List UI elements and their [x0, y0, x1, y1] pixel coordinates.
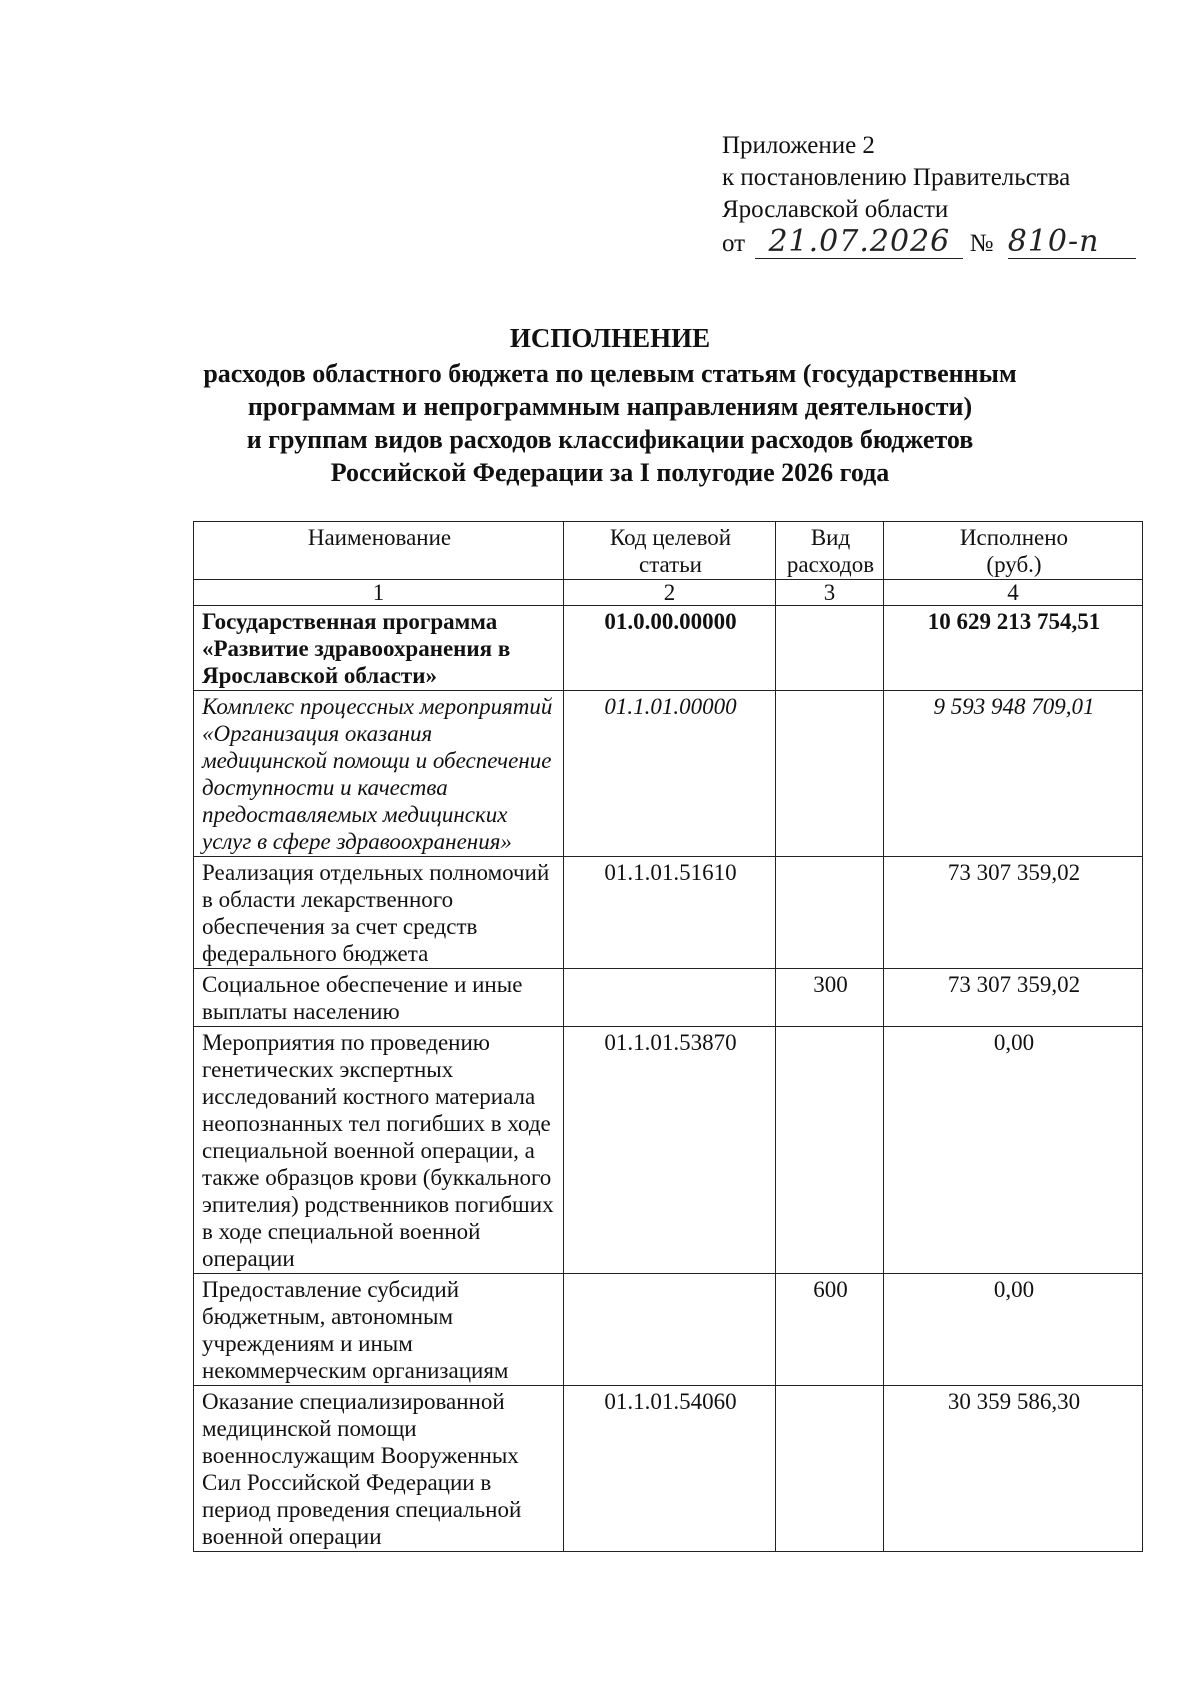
row-type: 300	[776, 969, 884, 1027]
col-number-4: 4	[884, 580, 1143, 606]
row-amount: 0,00	[884, 1027, 1143, 1274]
row-code: 01.0.00.00000	[564, 606, 776, 691]
header-type: Вид расходов	[776, 522, 884, 580]
row-amount: 30 359 586,30	[884, 1386, 1143, 1552]
number-prefix: №	[969, 230, 994, 257]
budget-table	[193, 521, 1143, 1552]
row-type	[776, 1027, 884, 1274]
row-code	[564, 1274, 776, 1386]
row-amount: 73 307 359,02	[884, 969, 1143, 1027]
row-type	[776, 1386, 884, 1552]
row-name: Мероприятия по проведению генетических экспертных исследований костного материала неопознанных тел погибших в ходе специальной военной операции, а также образцов крови (буккального эпителия) родственников погибших в ходе специальной военной операции	[194, 1027, 564, 1274]
annex-decree-line: к постановлению Правительства	[722, 164, 1071, 191]
header-code: Код целевой статьи	[564, 522, 776, 580]
annex-region-line: Ярославской области	[722, 196, 949, 223]
row-amount: 10 629 213 754,51	[884, 606, 1143, 691]
row-name: Предоставление субсидий бюджетным, автономным учреждениям и иным некоммерческим организациям	[194, 1274, 564, 1386]
table-row	[194, 691, 1143, 857]
title-line-4: Российской Федерации за I полугодие 2026 года	[330, 458, 890, 487]
row-amount: 0,00	[884, 1274, 1143, 1386]
row-amount: 9 593 948 709,01	[884, 691, 1143, 857]
row-code: 01.1.01.54060	[564, 1386, 776, 1552]
table-row	[194, 969, 1143, 1027]
annex-block	[722, 130, 1136, 260]
title-line-1: расходов областного бюджета по целевым статьям (государственным	[203, 359, 1017, 388]
row-code: 01.1.01.51610	[564, 857, 776, 969]
table-row	[194, 1274, 1143, 1386]
row-name: Реализация отдельных полномочий в области лекарственного обеспечения за счет средств федерального бюджета	[194, 857, 564, 969]
table-row	[194, 1386, 1143, 1552]
handwritten-date: 21.07.2026	[755, 226, 963, 259]
handwritten-number: 810-п	[1008, 226, 1136, 259]
row-type: 600	[776, 1274, 884, 1386]
table-row	[194, 606, 1143, 691]
table-row	[194, 1027, 1143, 1274]
row-code: 01.1.01.53870	[564, 1027, 776, 1274]
document-title	[180, 322, 1040, 489]
column-number-row	[194, 580, 1143, 606]
col-number-1: 1	[194, 580, 564, 606]
col-number-3: 3	[776, 580, 884, 606]
row-name: Комплекс процессных мероприятий «Организация оказания медицинской помощи и обеспечение доступности и качества предоставляемых медицинских услуг в сфере здравоохранения»	[194, 691, 564, 857]
header-name: Наименование	[194, 522, 564, 580]
date-prefix: от	[722, 230, 746, 257]
annex-date-number-line	[722, 226, 1136, 260]
title-heading: ИСПОЛНЕНИЕ	[509, 323, 711, 353]
annex-title: Приложение 2	[722, 132, 875, 159]
row-name: Оказание специализированной медицинской помощи военнослужащим Вооруженных Сил Российской Федерации в период проведения специальной военной операции	[194, 1386, 564, 1552]
row-code: 01.1.01.00000	[564, 691, 776, 857]
row-code	[564, 969, 776, 1027]
row-type	[776, 691, 884, 857]
row-amount: 73 307 359,02	[884, 857, 1143, 969]
row-name: Государственная программа «Развитие здравоохранения в Ярославской области»	[194, 606, 564, 691]
header-amount: Исполнено (руб.)	[884, 522, 1143, 580]
title-line-2: программам и непрограммным направлениям деятельности)	[247, 392, 973, 421]
col-number-2: 2	[564, 580, 776, 606]
row-type	[776, 606, 884, 691]
table-row	[194, 857, 1143, 969]
row-name: Социальное обеспечение и иные выплаты населению	[194, 969, 564, 1027]
title-line-3: и группам видов расходов классификации расходов бюджетов	[246, 425, 974, 454]
table-header-row	[194, 522, 1143, 580]
row-type	[776, 857, 884, 969]
